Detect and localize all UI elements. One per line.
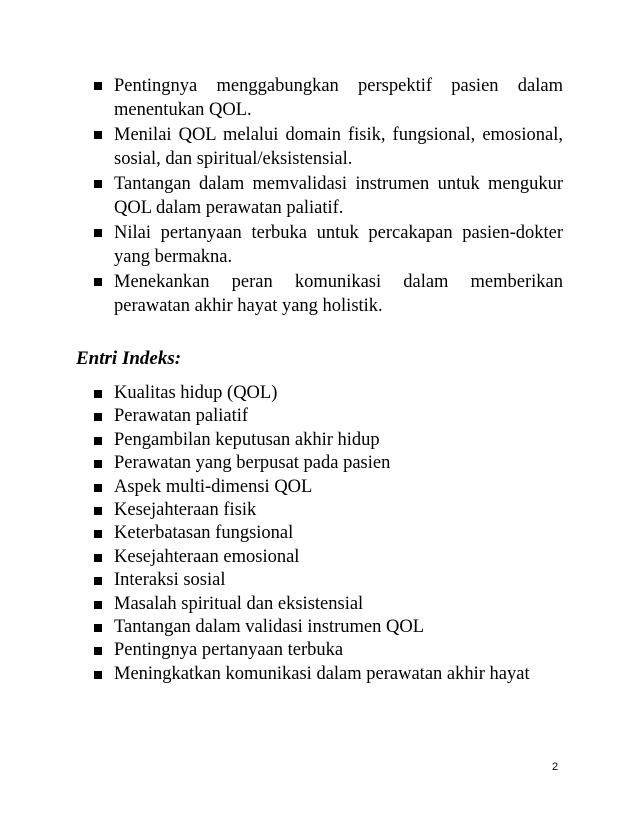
square-bullet-icon (94, 82, 102, 90)
square-bullet-icon (94, 530, 102, 538)
index-entry (94, 639, 564, 662)
square-bullet-icon (94, 507, 102, 515)
square-bullet-icon (94, 577, 102, 585)
index-entry (94, 382, 564, 405)
summary-item (94, 172, 563, 220)
index-entry-text: Meningkatkan komunikasi dalam perawatan akhir hayat (114, 663, 530, 684)
index-entry-text: Aspek multi-dimensi QOL (114, 476, 313, 497)
index-entry-text: Kesejahteraan fisik (114, 500, 257, 521)
square-bullet-icon (94, 413, 102, 421)
square-bullet-icon (94, 624, 102, 632)
index-entry-text: Pentingnya pertanyaan terbuka (114, 640, 344, 661)
square-bullet-icon (94, 437, 102, 445)
index-entry-text: Keterbatasan fungsional (114, 523, 294, 544)
index-entry (94, 522, 564, 545)
index-entry (94, 569, 564, 592)
index-entry (94, 452, 564, 475)
index-entry-text: Kesejahteraan emosional (114, 546, 300, 567)
index-entry-list (94, 382, 564, 686)
summary-item (94, 74, 563, 122)
summary-item (94, 221, 563, 269)
index-entry (94, 499, 564, 522)
summary-item (94, 123, 563, 171)
summary-item-text: Menilai QOL melalui domain fisik, fungsional, emosional, sosial, dan spiritual/eksistensial. (114, 125, 563, 169)
index-entry-text: Masalah spiritual dan eksistensial (114, 593, 364, 614)
square-bullet-icon (94, 554, 102, 562)
square-bullet-icon (94, 278, 102, 286)
index-entry-text: Interaksi sosial (114, 570, 226, 591)
index-entry (94, 593, 564, 616)
index-entry (94, 663, 564, 686)
square-bullet-icon (94, 229, 102, 237)
index-entry (94, 546, 564, 569)
index-entry-text: Perawatan paliatif (114, 406, 249, 427)
square-bullet-icon (94, 484, 102, 492)
summary-item (94, 270, 563, 318)
summary-item-text: Tantangan dalam memvalidasi instrumen untuk mengukur QOL dalam perawatan paliatif. (114, 174, 563, 218)
index-heading: Entri Indeks: (76, 348, 182, 369)
square-bullet-icon (94, 390, 102, 398)
square-bullet-icon (94, 180, 102, 188)
square-bullet-icon (94, 601, 102, 609)
summary-item-text: Pentingnya menggabungkan perspektif pasien dalam menentukan QOL. (114, 76, 563, 120)
summary-item-text: Menekankan peran komunikasi dalam memberikan perawatan akhir hayat yang holistik. (114, 272, 563, 316)
index-entry-text: Pengambilan keputusan akhir hidup (114, 429, 380, 450)
index-entry-text: Perawatan yang berpusat pada pasien (114, 453, 391, 474)
index-entry-text: Tantangan dalam validasi instrumen QOL (114, 617, 425, 638)
index-entry (94, 405, 564, 428)
index-entry (94, 616, 564, 639)
square-bullet-icon (94, 671, 102, 679)
index-entry-text: Kualitas hidup (QOL) (114, 383, 278, 403)
index-entry (94, 429, 564, 452)
square-bullet-icon (94, 647, 102, 655)
index-entry (94, 476, 564, 499)
page-number: 2 (552, 761, 559, 773)
summary-item-text: Nilai pertanyaan terbuka untuk percakapan pasien-dokter yang bermakna. (114, 223, 563, 267)
square-bullet-icon (94, 460, 102, 468)
summary-bullet-list (94, 74, 563, 319)
square-bullet-icon (94, 131, 102, 139)
